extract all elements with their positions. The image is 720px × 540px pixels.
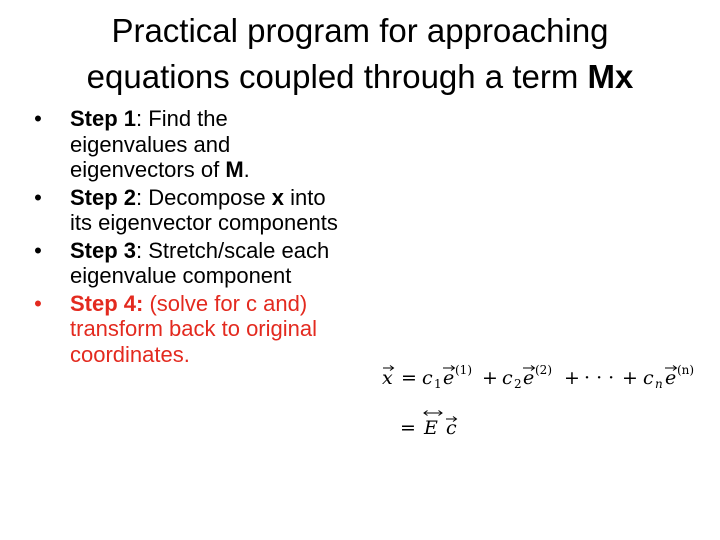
step-2-label: Step 2	[70, 184, 137, 210]
eq-c1: c	[422, 367, 433, 389]
eq-plus-1: +	[482, 367, 498, 389]
bullet-icon: •	[34, 237, 42, 263]
step-3-label: Step 3	[70, 237, 137, 263]
step-2-text: : Decompose	[136, 184, 272, 210]
eq-x: x	[382, 367, 393, 389]
equation-line-1	[382, 363, 694, 391]
title-term-mx: Mx	[587, 58, 634, 95]
step-1-text-end: .	[243, 157, 250, 182]
eigenvector-equation	[378, 358, 708, 448]
eq-cn-sub: n	[655, 377, 663, 391]
eq-e2: e	[523, 367, 535, 389]
step-2-term: x	[271, 184, 285, 210]
bullet-icon: •	[34, 184, 42, 210]
step-list	[28, 106, 348, 369]
eq-e1-sup: (1)	[455, 363, 472, 377]
title-line-2-text: equations coupled through a term	[86, 58, 588, 95]
step-4-label: Step 4:	[70, 290, 144, 316]
step-4-text: (solve for c and) transform back to original coordinates.	[70, 290, 317, 367]
eq2-matrix-E: E	[424, 417, 438, 439]
eq-c2-sub: 2	[514, 377, 522, 391]
step-3-text: : Stretch/scale each eigenvalue component	[70, 237, 330, 288]
eq-plus-2: +	[564, 367, 580, 389]
step-1-item	[28, 106, 348, 183]
eq-cn: c	[643, 367, 654, 389]
step-2-item	[28, 185, 348, 236]
title-line-1: Practical program for approaching	[111, 12, 609, 49]
step-2-text-end: into its eigenvector components	[70, 184, 338, 235]
eq-equals: =	[401, 367, 417, 389]
step-3-item	[28, 238, 348, 289]
bullet-icon: •	[34, 106, 42, 131]
bullet-icon: •	[34, 290, 42, 316]
eq-e1: e	[443, 367, 455, 389]
eq-e2-sup: (2)	[535, 363, 552, 377]
eq-en: e	[665, 367, 677, 389]
title-line-2	[20, 54, 700, 100]
step-1-label: Step 1	[70, 106, 137, 131]
eq-c1-sub: 1	[434, 377, 442, 391]
eq2-equals: =	[400, 417, 416, 439]
step-1-text: : Find the eigenvalues and eigenvectors of	[70, 106, 231, 182]
step-4-item	[28, 291, 348, 368]
eq-c2: c	[502, 367, 513, 389]
equation-line-2	[400, 411, 457, 440]
step-1-term: M	[225, 157, 244, 182]
slide-title	[20, 8, 700, 100]
eq2-vector-c: c	[446, 417, 457, 439]
equation-svg	[378, 358, 708, 448]
eq-en-sup: (n)	[677, 363, 695, 377]
eq-dots: · · ·	[584, 367, 615, 389]
eq-plus-3: +	[622, 367, 638, 389]
